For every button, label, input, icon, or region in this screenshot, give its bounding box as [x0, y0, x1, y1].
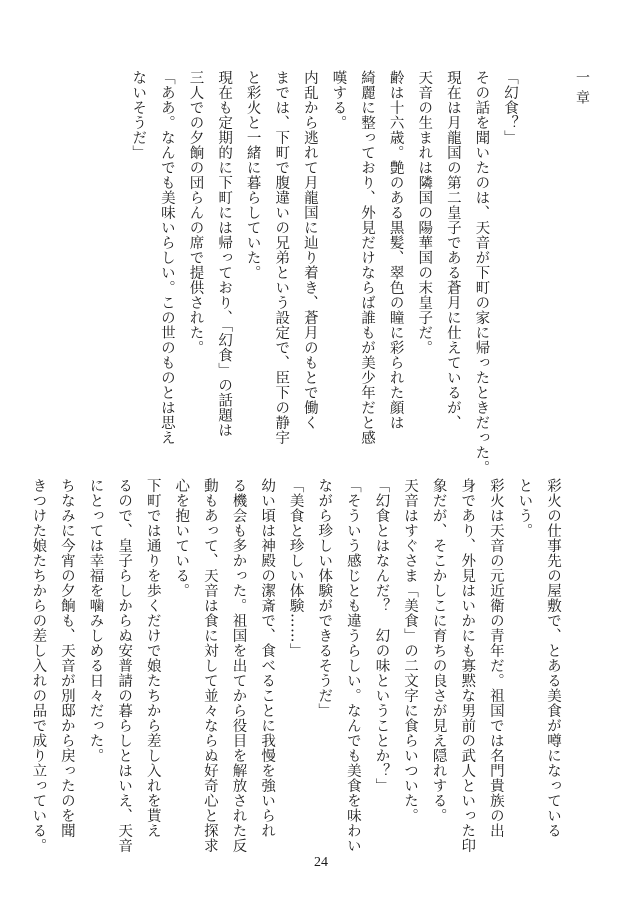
- text-line: その話を聞いたのは、天音が下町の家に帰ったときだった。: [473, 70, 490, 475]
- text-line: と彩火と一緒に暮らしていた。: [244, 70, 261, 280]
- text-line: 三人での夕餉の団らんの席で提供された。: [187, 70, 204, 355]
- text-line: 幼い頃は神殿の潔斎で、食べることに我慢を強いられ: [259, 478, 276, 838]
- text-line: ながら珍しい体験ができるそうだ」: [316, 478, 333, 718]
- text-line: 「幻食？」: [502, 70, 518, 145]
- text-line: 齢は十六歳。艶のある黒髪、翠色の瞳に彩られた顔は: [387, 70, 404, 430]
- text-line: きつけた娘たちからの差し入れの品で成り立っている。: [30, 478, 47, 853]
- text-line: 「美食と珍しい体験……」: [287, 478, 304, 658]
- text-line: 内乱から逃れて月龍国に辿り着き、蒼月のもとで働く: [301, 70, 318, 430]
- text-line: 身であり、外見はいかにも寡黙な男前の武人といった印: [459, 478, 476, 853]
- text-line: 彩火は天音の元近衛の青年だ。祖国では名門貴族の出: [487, 478, 504, 838]
- text-line: 「ああ。なんでも美味いらしい。この世のものとは思え: [158, 70, 175, 445]
- page-number: 24: [314, 855, 328, 870]
- text-line: 天音の生まれは隣国の陽華国の末皇子だ。: [416, 70, 433, 355]
- text-line: 嘆する。: [330, 70, 347, 130]
- upper-text-block: [104, 70, 524, 475]
- text-line: 綺麗に整っており、外見だけならば誰もが美少年だと感: [359, 70, 376, 445]
- text-line: る機会も多かった。祖国を出てから役目を解放された反: [230, 478, 247, 853]
- text-line: 下町では通りを歩くだけで娘たちから差し入れを貰え: [144, 478, 161, 838]
- text-line: 「幻食とはなんだ？ 幻の味ということか？」: [373, 478, 390, 793]
- text-line: 天音はすぐさま「美食」の二文字に食らいついた。: [402, 478, 419, 823]
- text-line: 彩火の仕事先の屋敷で、とある美食が噂になっている: [545, 478, 561, 838]
- text-line: 象だが、そこかしこに育ちの良さが見え隠れする。: [430, 478, 447, 823]
- text-line: にとっては幸福を噛みしめる日々だった。: [87, 478, 104, 763]
- text-line: 動もあって、天音は食に対して並々ならぬ好奇心と探求: [201, 478, 218, 853]
- text-line: 「そういう感じとも違うらしい。なんでも美食を味わい: [344, 478, 361, 853]
- text-line: るので、皇子らしからぬ安普請の暮らしとはいえ、天音: [116, 478, 133, 853]
- text-line: 現在は月龍国の第二皇子である蒼月に仕えているが、: [444, 70, 461, 430]
- chapter-heading: 一章: [574, 70, 590, 110]
- text-line: までは、下町で腹違いの兄弟という設定で、臣下の静宇: [273, 70, 290, 445]
- text-line: 現在も定期的に下町には帰っており、「幻食」の話題は: [216, 70, 233, 438]
- lower-text-block: [30, 478, 567, 858]
- text-line: 心を抱いている。: [173, 478, 190, 598]
- text-line: ないそうだ」: [130, 70, 147, 160]
- text-line: という。: [516, 478, 533, 538]
- text-line: ちなみに今宵の夕餉も、天音が別邸から戻ったのを聞: [58, 478, 75, 838]
